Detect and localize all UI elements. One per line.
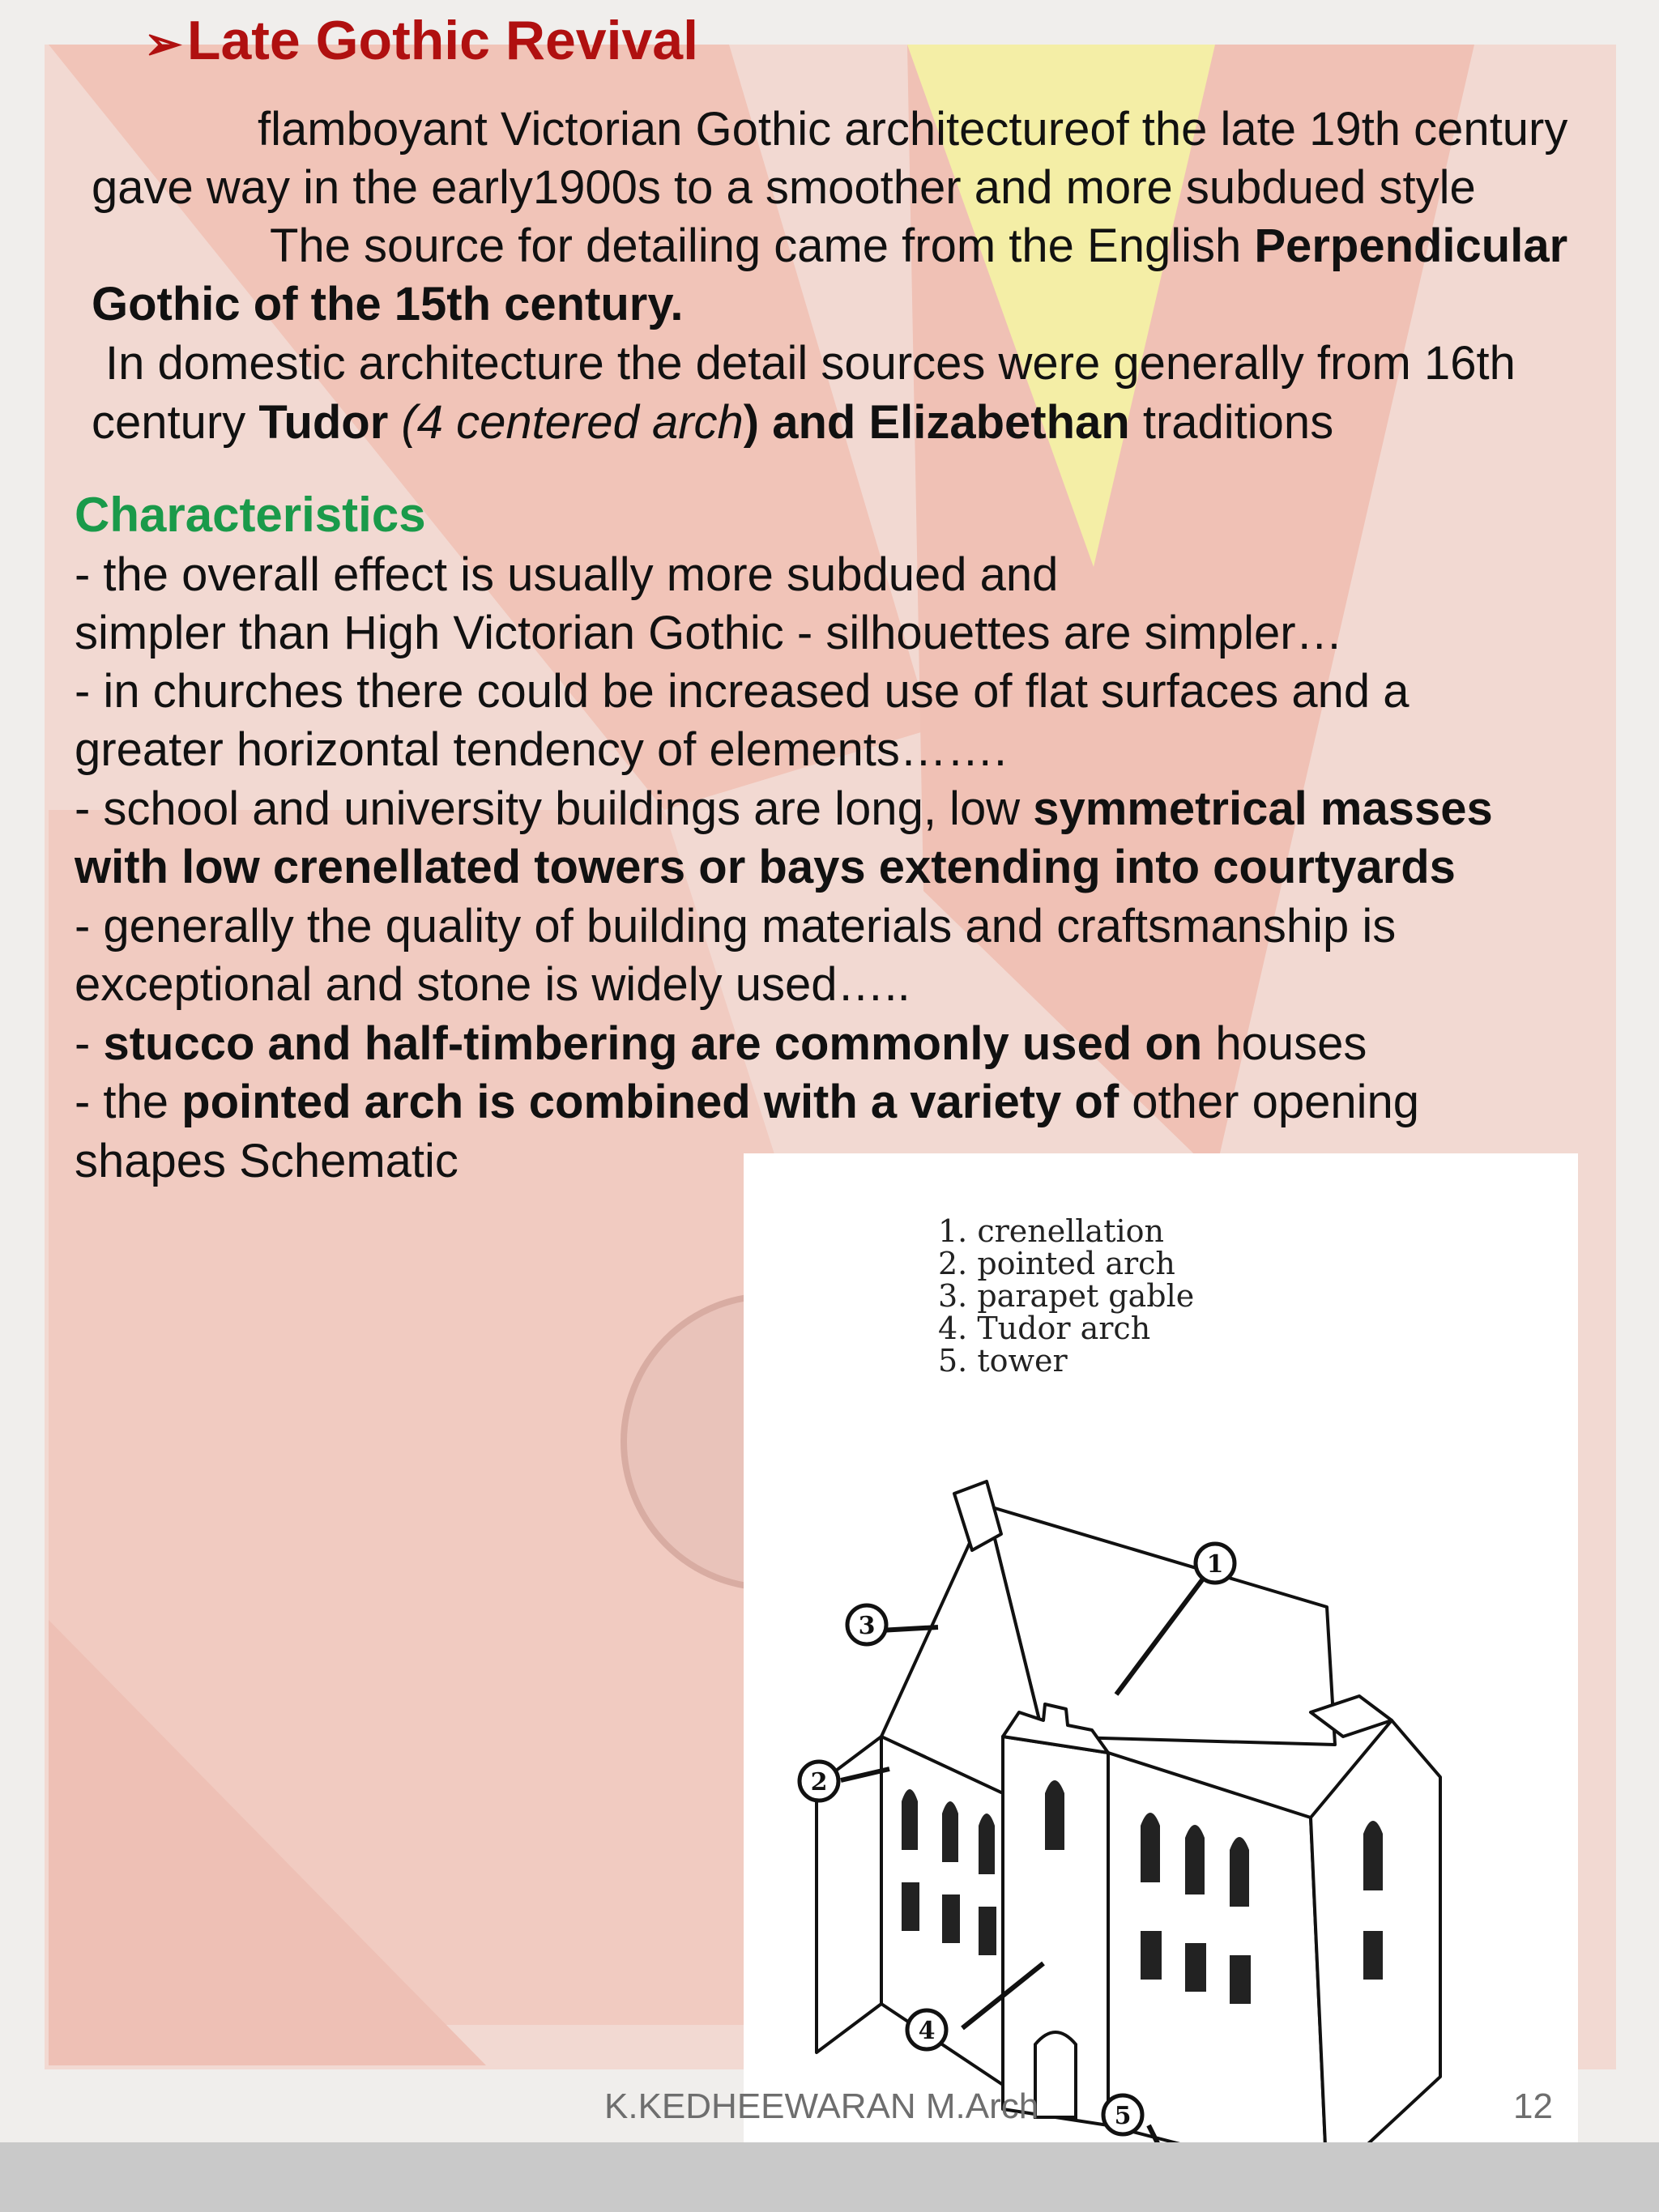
char-line-10	[75, 1073, 1419, 1132]
window	[1185, 1943, 1206, 1992]
intro-line-6-b: Tudor	[258, 396, 389, 449]
char-line-8: exceptional and stone is widely used…..	[75, 958, 911, 1011]
char-line-11: shapes Schematic	[75, 1135, 458, 1187]
char-line-7: - generally the quality of building materials and craftsmanship is	[75, 900, 1397, 953]
char-line-3: - in churches there could be increased use of flat surfaces and a	[75, 665, 1410, 718]
footer-author: K.KEDHEEWARAN M.Arch	[604, 2086, 1039, 2126]
intro-line-6-c: (4 centered arch	[388, 396, 744, 449]
window	[979, 1907, 996, 1955]
char-line-5	[75, 780, 1493, 838]
intro-line-1: flamboyant Victorian Gothic architectureof the late 19th century	[258, 103, 1568, 156]
roof-main	[987, 1506, 1335, 1745]
window	[1363, 1931, 1383, 1980]
callout-label-5: 5	[1114, 2102, 1132, 2130]
intro-line-6	[92, 394, 1333, 452]
intro-line-3	[270, 217, 1567, 275]
tudor-arch-door	[1035, 2032, 1076, 2117]
legend-item-4: 4. Tudor arch	[938, 1311, 1151, 1346]
char-line-9-b: stucco and half-timbering are commonly used on	[103, 1017, 1203, 1070]
pointed-window	[979, 1813, 995, 1874]
pointed-window	[1141, 1813, 1160, 1882]
char-line-9-c: houses	[1202, 1017, 1367, 1070]
title-text: Late Gothic Revival	[186, 10, 699, 71]
callout-label-1: 1	[1206, 1550, 1224, 1579]
callout-label-4: 4	[918, 2017, 936, 2045]
pointed-window	[902, 1789, 918, 1850]
char-line-6	[75, 838, 1456, 897]
char-line-10-b: pointed arch is combined with a variety of	[181, 1076, 1120, 1128]
bottom-band	[0, 2142, 1659, 2212]
char-line-10-a: - the	[75, 1076, 182, 1128]
pointed-window	[1185, 1825, 1205, 1894]
char-line-9	[75, 1015, 1367, 1073]
window	[902, 1882, 919, 1931]
intro-line-3-bold: Perpendicular	[1254, 219, 1568, 272]
intro-line-4-bold: Gothic of the 15th century.	[92, 278, 684, 330]
char-line-5-bold: symmetrical masses	[1033, 782, 1493, 835]
char-line-1: - the overall effect is usually more subdued and	[75, 548, 1059, 601]
window	[942, 1894, 960, 1943]
legend-item-2: 2. pointed arch	[938, 1246, 1175, 1281]
window	[1230, 1955, 1251, 2004]
characteristics-heading: Characteristics	[75, 488, 426, 542]
intro-line-4	[92, 275, 683, 334]
intro-line-3-text: The source for detailing came from the English	[270, 219, 1255, 272]
char-line-4: greater horizontal tendency of elements…….	[75, 723, 1007, 776]
legend-item-3: 3. parapet gable	[938, 1278, 1195, 1314]
char-line-2: simpler than High Victorian Gothic - silhouettes are simpler…	[75, 607, 1343, 659]
intro-line-5: In domestic architecture the detail sources were generally from 16th	[105, 337, 1516, 390]
page-title	[144, 11, 698, 73]
char-line-10-c: other opening	[1119, 1076, 1420, 1128]
char-line-5-text: - school and university buildings are long, low	[75, 782, 1034, 835]
pointed-window	[1230, 1837, 1249, 1907]
char-line-9-a: -	[75, 1017, 104, 1070]
pointed-window	[942, 1801, 958, 1862]
intro-line-2: gave way in the early1900s to a smoother and more subdued style	[92, 161, 1476, 214]
building-schematic-figure	[744, 1153, 1578, 2142]
char-line-6-bold: with low crenellated towers or bays extending into courtyards	[75, 841, 1456, 893]
pointed-window	[1045, 1780, 1064, 1850]
intro-line-6-e: traditions	[1129, 396, 1334, 449]
callout-label-2: 2	[810, 1768, 828, 1796]
pointed-window	[1363, 1821, 1383, 1890]
intro-line-6-d: ) and Elizabethan	[743, 396, 1130, 449]
legend-item-5: 5. tower	[938, 1343, 1068, 1379]
legend-item-1: 1. crenellation	[938, 1213, 1164, 1249]
window	[1141, 1931, 1162, 1980]
intro-line-6-a: century	[92, 396, 259, 449]
callout-label-3: 3	[858, 1612, 876, 1640]
arrow-bullet-icon: ➢	[144, 18, 182, 69]
page-number: 12	[1513, 2086, 1553, 2126]
building-drawing	[744, 1153, 1578, 2142]
